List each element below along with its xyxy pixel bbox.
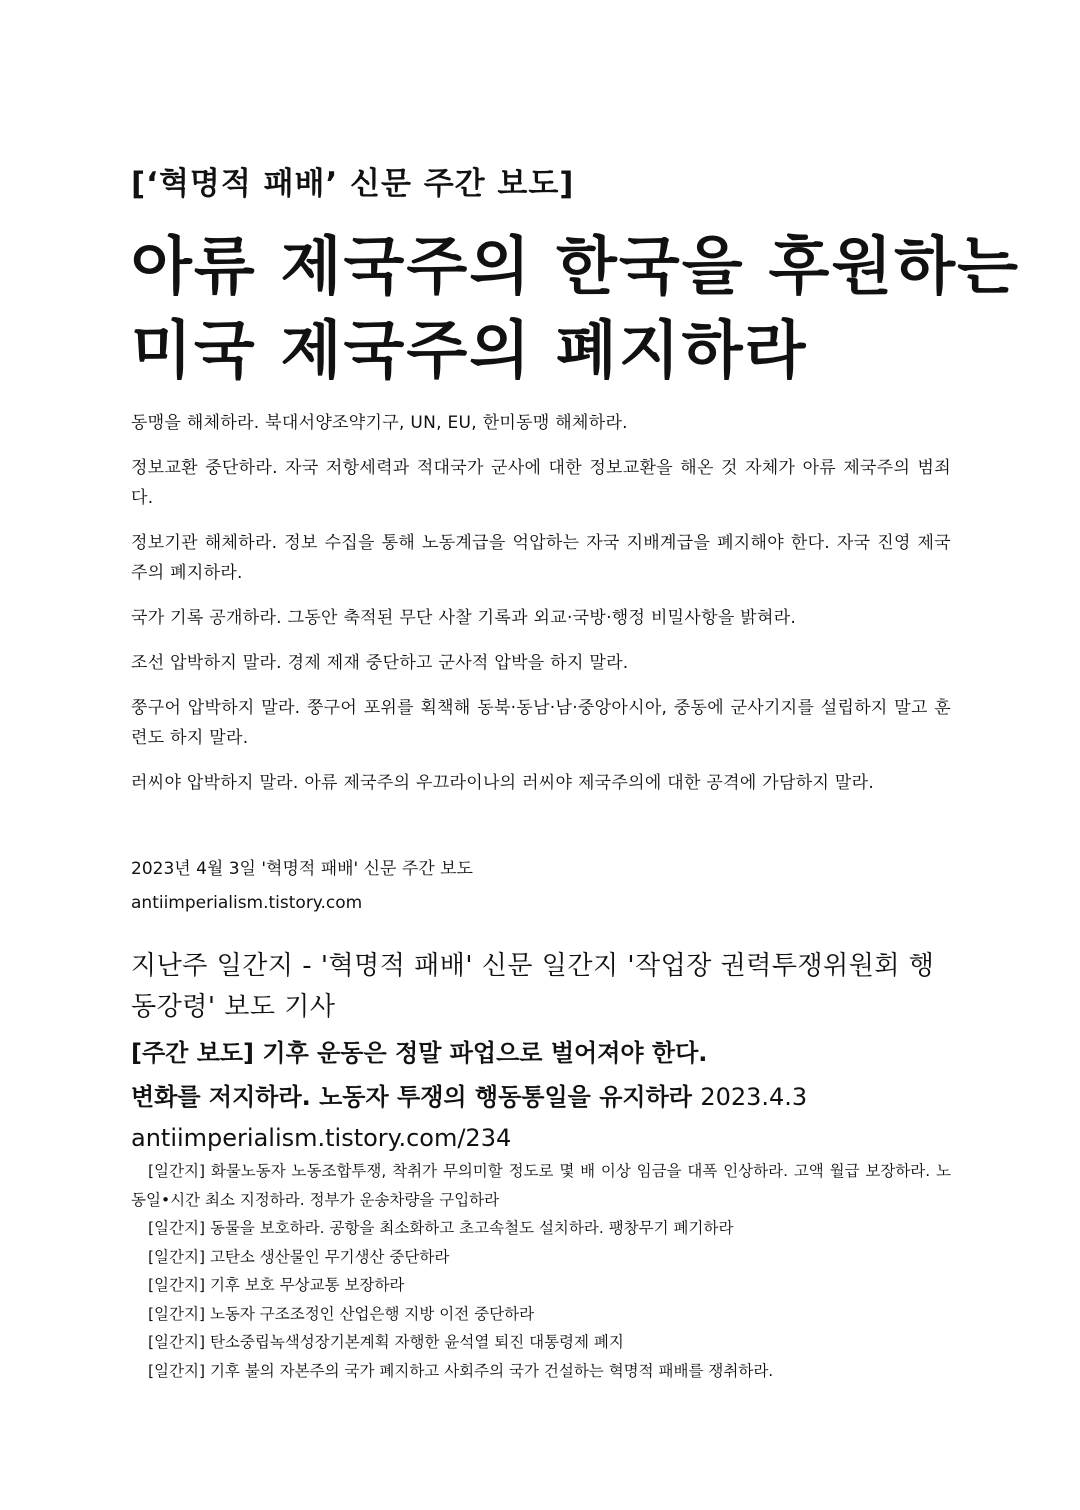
paragraph-state-records: 국가 기록 공개하라. 그동안 축적된 무단 사찰 기록과 외교·국방·행정 비밀사항을 밝혀라. (131, 608, 797, 628)
paragraph-zhongguo: 쭝구어 압박하지 말라. 쭝구어 포위를 획책해 동북·동남·남·중앙아시아, 중동에 군사기지를 설립하지 말고 훈련도 하지 말라. (131, 698, 951, 748)
last-week-intro: 지난주 일간지 - '혁명적 패배' 신문 일간지 '작업장 권력투쟁위원회 행동강령' 보도 기사 (131, 951, 935, 1022)
paragraph-joseon: 조선 압박하지 말라. 경제 제재 중단하고 군사적 압박을 하지 말라. (131, 653, 629, 673)
dateline-block (131, 852, 951, 920)
body-paragraphs (131, 408, 951, 813)
paragraph-alliances: 동맹을 해체하라. 북대서양조약기구, UN, EU, 한미동맹 해체하라. (131, 413, 628, 433)
daily-item: [일간지] 동물을 보호하라. 공항을 최소화하고 초고속철도 설치하라. 팽창무기 폐기하라 (148, 1219, 734, 1237)
daily-item: [일간지] 탄소중립녹색성장기본계획 자행한 윤석열 퇴진 대통령제 폐지 (148, 1333, 624, 1351)
daily-item: [일간지] 기후 불의 자본주의 국가 폐지하고 사회주의 국가 건설하는 혁명적 패배를 쟁취하라. (148, 1361, 774, 1380)
article-title-line-1: [주간 보도] 기후 운동은 정말 파업으로 벌어져야 한다. (131, 1039, 708, 1067)
dateline: 2023년 4월 3일 '혁명적 패배' 신문 주간 보도 (131, 859, 473, 879)
daily-item: [일간지] 화물노동자 노동조합투쟁, 착취가 무의미할 정도로 몇 배 이상 임금을 대폭 인상하라. 고액 월급 보장하라. 노동일•시간 최소 지정하라. 정부가 운송차량을 구입하라 (131, 1162, 951, 1209)
daily-item: [일간지] 노동자 구조조정인 산업은행 지방 이전 중단하라 (148, 1304, 535, 1323)
site-address: antiimperialism.tistory.com (131, 893, 363, 913)
paragraph-intel-agencies: 정보기관 해체하라. 정보 수집을 통해 노동계급을 억압하는 자국 지배계급을 폐지해야 한다. 자국 진영 제국주의 폐지하라. (131, 533, 951, 583)
article-title-line-2-text: 변화를 저지하라. 노동자 투쟁의 행동통일을 유지하라 (131, 1083, 692, 1111)
article-link[interactable]: antiimperialism.tistory.com/234 (131, 1124, 512, 1152)
article-title (131, 1031, 961, 1119)
daily-item: [일간지] 고탄소 생산물인 무기생산 중단하라 (148, 1247, 450, 1266)
headline-line-1: 아류 제국주의 한국을 후원하는 (131, 230, 1020, 303)
headline-line-2: 미국 제국주의 폐지하라 (131, 314, 808, 387)
article-date: 2023.4.3 (700, 1083, 808, 1111)
paragraph-russia: 러씨야 압박하지 말라. 아류 제국주의 우끄라이나의 러씨야 제국주의에 대한 공격에 가담하지 말라. (131, 773, 875, 793)
kicker-heading: [‘혁명적 패배’ 신문 주간 보도] (131, 166, 575, 202)
paragraph-intel-exchange: 정보교환 중단하라. 자국 저항세력과 적대국가 군사에 대한 정보교환을 해온 것 자체가 아류 제국주의 범죄다. (131, 458, 951, 508)
main-headline (131, 225, 1020, 393)
daily-item: [일간지] 기후 보호 무상교통 보장하라 (148, 1276, 405, 1294)
article-title-line-2 (131, 1075, 961, 1119)
daily-list (131, 1157, 951, 1385)
